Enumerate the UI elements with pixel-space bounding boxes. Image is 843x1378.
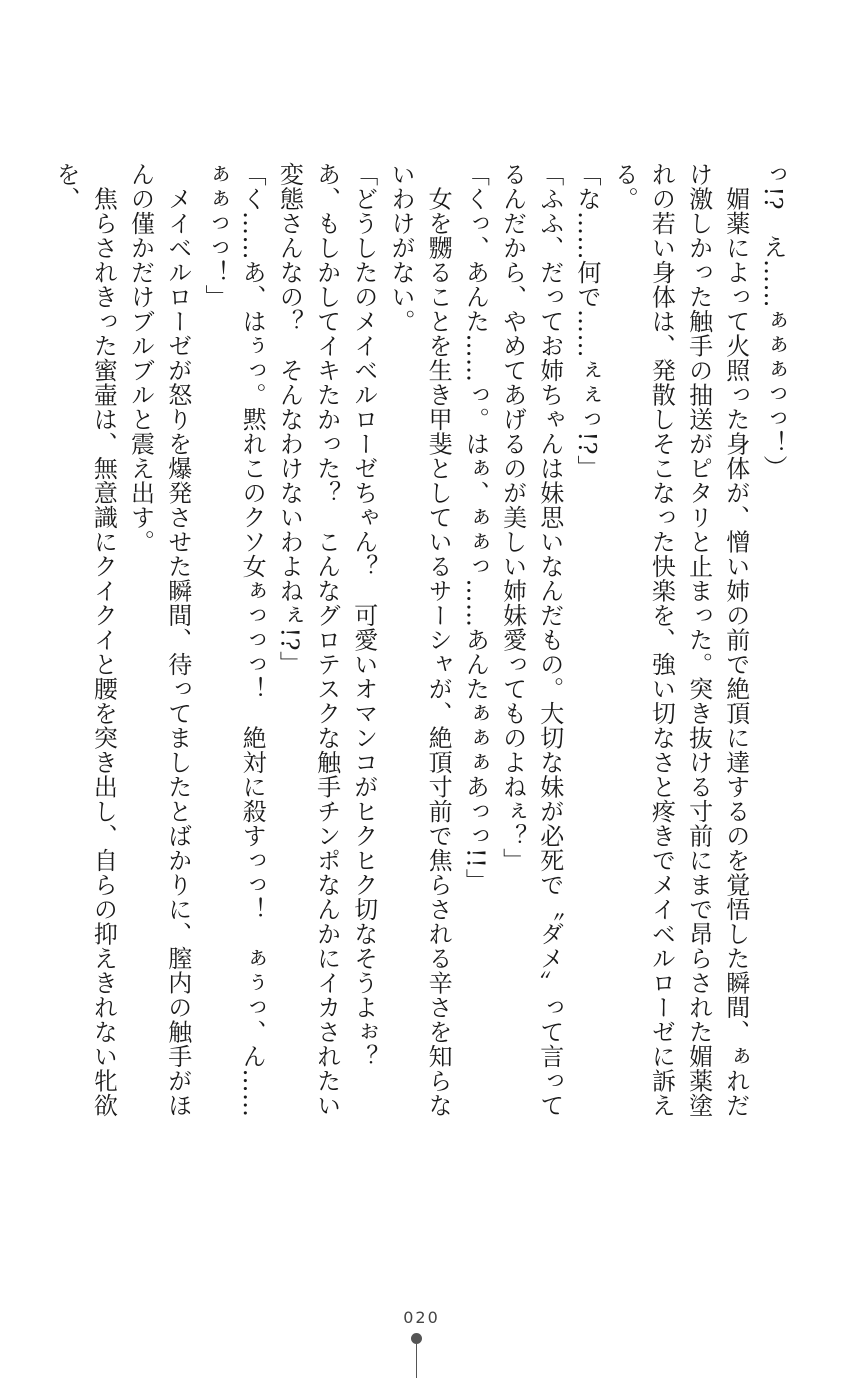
body-text [46, 162, 791, 1122]
folio-line [416, 1344, 417, 1378]
paragraph: 焦らされきった蜜壷は、無意識にクイクイと腰を突き出し、自らの抑えきれない牝欲を、 [52, 162, 118, 1118]
paragraph: 「な……何で……ぇぇっ!?」 [572, 162, 601, 480]
paragraph: 「どうしたのメイベルローゼちゃん？ 可愛いオマンコがヒクヒク切なそうよぉ？ あ、もしかしてイキたかった？ こんなグロテスクな触手チンポなんかにイカされたい変態さんなの？ そんなわけないわよねぇ!?」 [275, 162, 378, 1118]
paragraph: 媚薬によって火照った身体が、憎い姉の前で絶頂に達するのを覚悟した瞬間、ぁれだけ激しかった触手の抽送がピタリと止まった。突き抜ける寸前にまで昂らされた媚薬塗れの若い身体は、発散しそこなった快楽を、強い切なさと疼きでメイベルローゼに訴える。 [610, 162, 750, 1118]
paragraph: 「く……あ、はぅっ。黙れこのクソ女ぁっっっ！ 絶対に殺すっっ！ ぁぅっ、ん……ぁぁっっ！」 [200, 162, 267, 1118]
paragraph: 「くっ、あんた……っ。はぁ、ぁぁっ……あんたぁぁぁあっっ!!」 [461, 162, 490, 893]
paragraph: メイベルローゼが怒りを爆発させた瞬間、待ってましたとばかりに、膣内の触手がほんの僅かだけブルブルと震え出す。 [126, 162, 192, 1118]
paragraph: 女を嬲ることを生き甲斐としているサーシャが、絶頂寸前で焦らされる辛さを知らないわけがない。 [386, 162, 453, 1118]
paragraph: 「ふふ、だってお姉ちゃんは妹思いなんだもの。大切な妹が必死で〝ダメ〟って言ってるんだから、やめてあげるのが美しい姉妹愛ってものよねぇ？」 [498, 162, 564, 1118]
paragraph: っ!? え……ぁぁぁっっ！） [759, 162, 787, 480]
folio-dot-icon [411, 1333, 422, 1344]
page-number: 020 [403, 1308, 440, 1327]
